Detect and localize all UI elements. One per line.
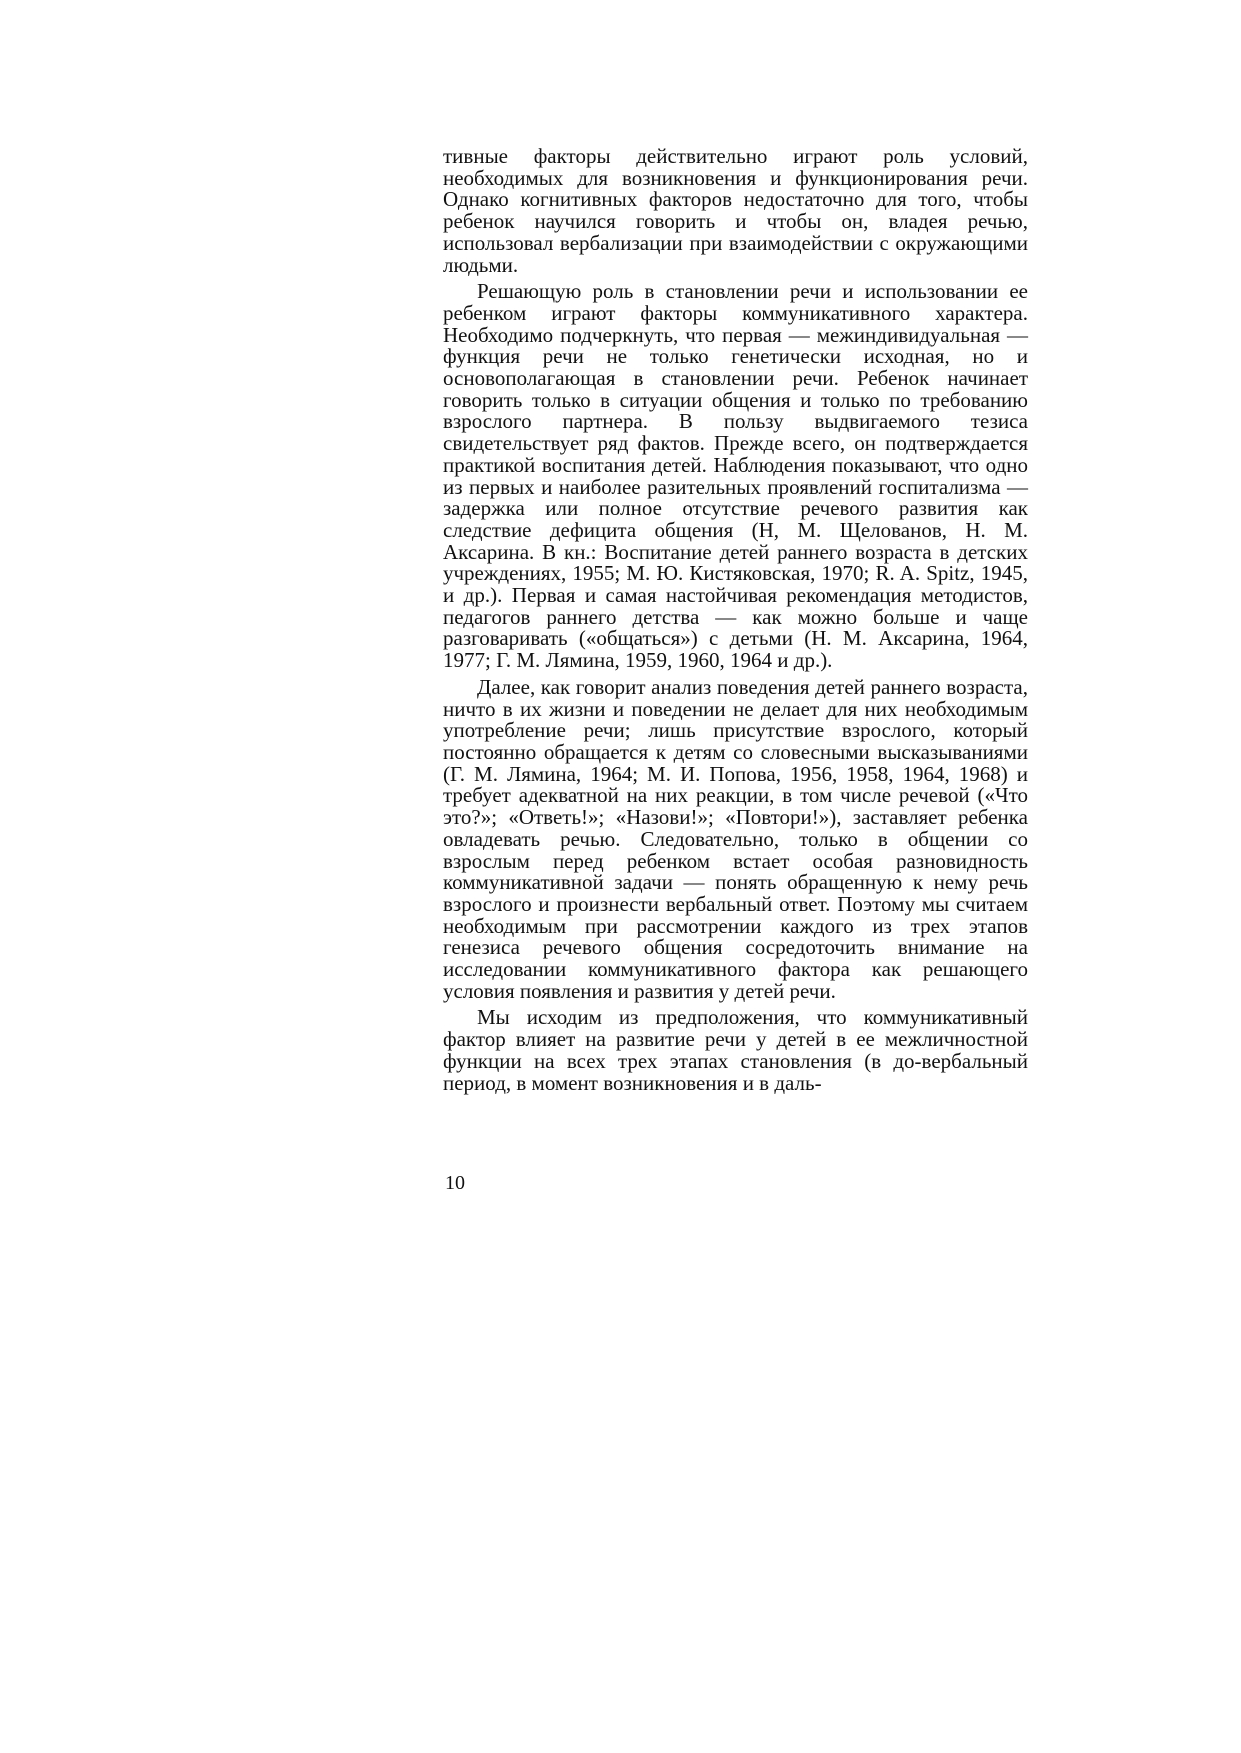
paragraph-1: тивные факторы действительно играют роль условий, необходимых для возникновения и функционирования речи. Однако когнитивных факторов недостаточно для того, чтобы ребенок научился говорить и чтобы он, владея речью, использовал вербализации при взаимодействии с окружающими людьми.: [443, 144, 1028, 277]
body-text: [443, 146, 1028, 1099]
page-number: 10: [445, 1172, 465, 1194]
paragraph-3: Далее, как говорит анализ поведения детей раннего возраста, ничто в их жизни и поведении не делает для них необходимым употребление речи; лишь присутствие взрослого, который постоянно обращается к детям со словесными высказываниями (Г. М. Лямина, 1964; М. И. Попова, 1956, 1958, 1964, 1968) и требует адекватной на них реакции, в том числе речевой («Что это?»; «Ответь!»; «Назови!»; «Повтори!»), заставляет ребенка овладевать речью. Следовательно, только в общении со взрослым перед ребенком встает особая разновидность коммуникативной задачи — понять обращенную к нему речь взрослого и произнести вербальный ответ. Поэтому мы считаем необходимым при рассмотрении каждого из трех этапов генезиса речевого общения сосредоточить внимание на исследовании коммуникативного фактора как решающего условия появления и развития у детей речи.: [443, 674, 1028, 1003]
paragraph-4: Мы исходим из предположения, что коммуникативный фактор влияет на развитие речи у детей в ее межличностной функции на всех трех этапах становления (в до-вербальный период, в момент возникновения и в даль-: [443, 1005, 1028, 1095]
paragraph-2: Решающую роль в становлении речи и использовании ее ребенком играют факторы коммуникативного характера. Необходимо подчеркнуть, что первая — межиндивидуальная — функция речи не только генетически исходная, но и основополагающая в становлении речи. Ребенок начинает говорить только в ситуации общения и только по требованию взрослого партнера. В пользу выдвигаемого тезиса свидетельствует ряд фактов. Прежде всего, он подтверждается практикой воспитания детей. Наблюдения показывают, что одно из первых и наиболее разительных проявлений госпитализма — задержка или полное отсутствие речевого развития как следствие дефицита общения (Н, М. Щелованов, Н. М. Аксарина. В кн.: Воспитание детей раннего возраста в детских учреждениях, 1955; М. Ю. Кистяковская, 1970; R. A. Spitz, 1945, и др.). Первая и самая настойчивая рекомендация методистов, педагогов раннего детства — как можно больше и чаще разговаривать («общаться») с детьми (Н. М. Аксарина, 1964, 1977; Г. М. Лямина, 1959, 1960, 1964 и др.).: [443, 279, 1028, 673]
